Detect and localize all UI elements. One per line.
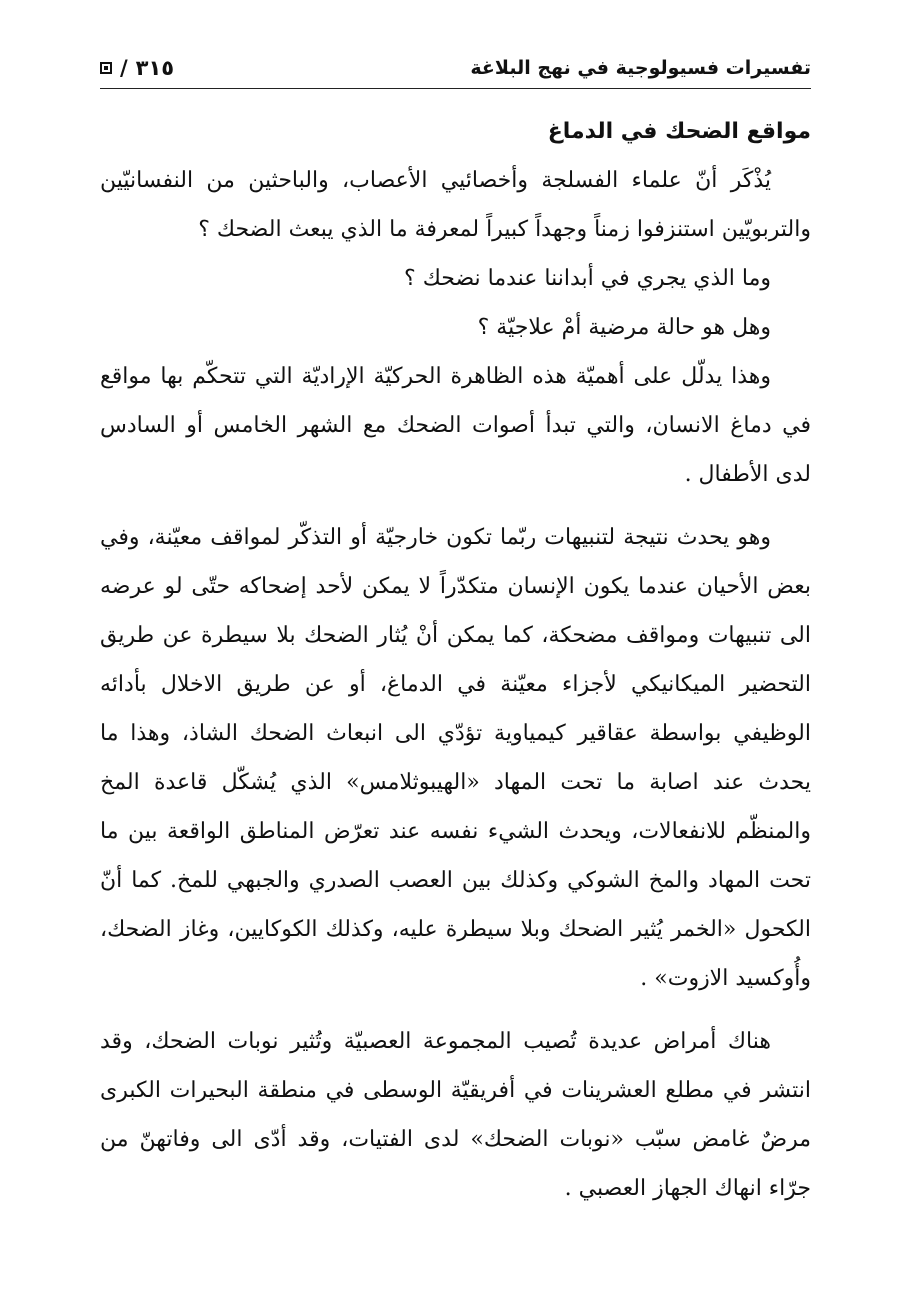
paragraph-6: هناك أمراض عديدة تُصيب المجموعة العصبيّة وتُثير نوبات الضحك، وقد انتشر في مطلع العشرينات في أفريقيّة الوسطى في منطقة البحيرات الكبرى مرضٌ غامض سبّب «نوبات الضحك» لدى الفتيات، وقد أدّى الى وفاتهنّ من جرّاء انهاك الجهاز العصبي . xyxy=(100,1029,811,1201)
page-number-separator: / xyxy=(120,56,128,80)
page-number-group xyxy=(100,54,174,82)
running-header xyxy=(100,48,811,82)
page-number: ٣١٥ xyxy=(135,56,175,80)
header-divider xyxy=(100,88,811,89)
paragraph-2: وما الذي يجري في أبداننا عندما نضحك ؟ xyxy=(404,266,771,291)
paragraph-1: يُذْكَر أنّ علماء الفسلجة وأخصائيي الأعصاب، والباحثين من النفسانيّين والتربويّين استنزفوا زمناً وجهداً كبيراً لمعرفة ما الذي يبعث الضحك ؟ xyxy=(100,168,811,242)
section-heading: مواقع الضحك في الدماغ xyxy=(547,119,811,144)
page-body xyxy=(100,110,811,1213)
paragraph-3: وهل هو حالة مرضية أمْ علاجيّة ؟ xyxy=(477,315,771,340)
square-bullet-icon xyxy=(100,62,112,74)
running-title: تفسيرات فسيولوجية في نهج البلاغة xyxy=(470,57,811,79)
paragraph-5: وهو يحدث نتيجة لتنبيهات ربّما تكون خارجيّة أو التذكّر لمواقف معيّنة، وفي بعض الأحيان عندما يكون الإنسان متكدّراً لا يمكن لأحد إضحاكه حتّى لو عرضه الى تنبيهات ومواقف مضحكة، كما يمكن أنْ يُثار الضحك بلا سيطرة عن طريق التحضير الميكانيكي لأجزاء معيّنة في الدماغ، أو عن طريق الاخلال بأدائه الوظيفي بواسطة عقاقير كيمياوية تؤدّي الى انبعاث الضحك الشاذ، وهذا ما يحدث عند اصابة ما تحت المهاد «الهيبوثلامس» الذي يُشكّل قاعدة المخ والمنظّم للانفعالات، ويحدث الشيء نفسه عند تعرّض المناطق الواقعة بين ما تحت المهاد والمخ الشوكي وكذلك بين العصب الصدري والجبهي للمخ. كما أنّ الكحول «الخمر يُثير الضحك وبلا سيطرة عليه، وكذلك الكوكايين، وغاز الضحك، وأُوكسيد الازوت» . xyxy=(100,525,811,991)
paragraph-4: وهذا يدلّل على أهميّة هذه الظاهرة الحركيّة الإراديّة التي تتحكّم بها مواقع في دماغ الانسان، والتي تبدأ أصوات الضحك مع الشهر الخامس أو السادس لدى الأطفال . xyxy=(100,364,811,487)
